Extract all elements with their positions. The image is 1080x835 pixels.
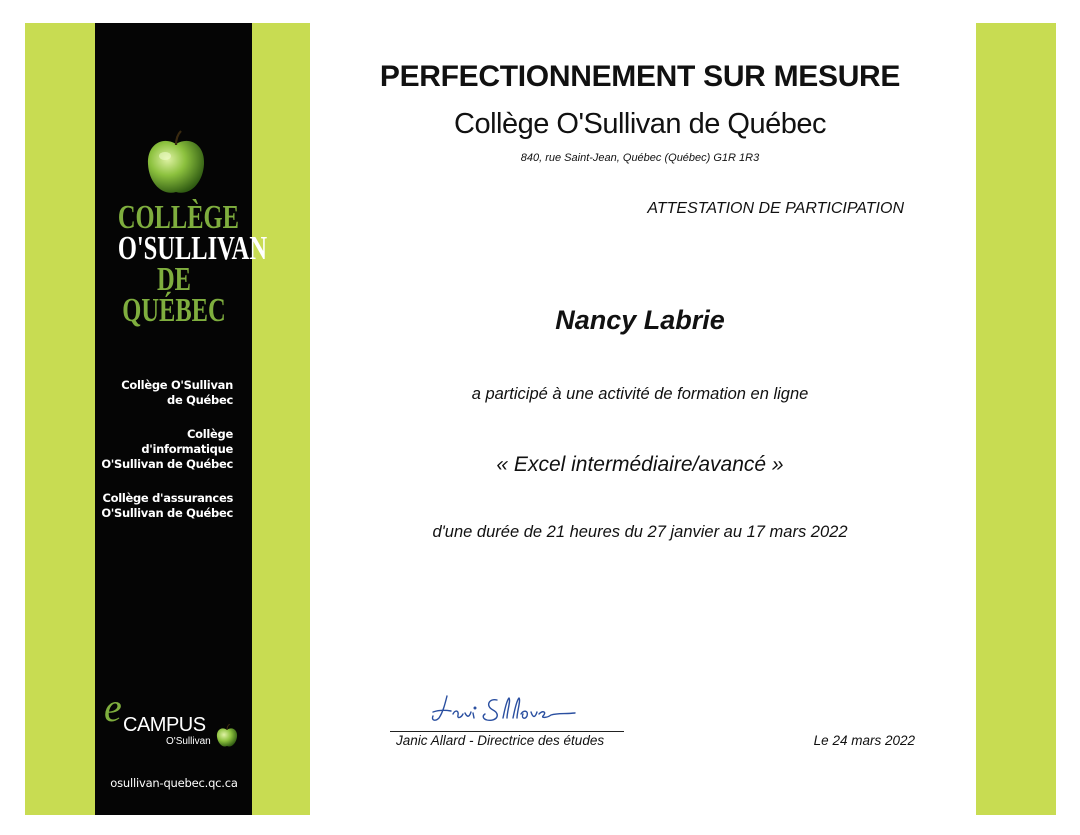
college-name: Collège O'Sullivan de Québec — [454, 108, 826, 140]
college-list-item: Collège d'assurances O'Sullivan de Québec — [101, 491, 233, 520]
course-title: « Excel intermédiaire/avancé » — [496, 453, 784, 476]
attestation-label: ATTESTATION DE PARTICIPATION — [647, 200, 904, 217]
logo-line-3: DE QUÉBEC — [122, 261, 226, 329]
college-list-item: Collège O'Sullivan de Québec — [121, 378, 233, 407]
handwritten-signature — [425, 688, 585, 728]
apple-logo-icon — [145, 130, 207, 196]
ecampus-campus-text: CAMPUS — [123, 714, 206, 736]
signature-line — [390, 731, 624, 732]
participation-text: a participé à une activité de formation en ligne — [471, 385, 809, 403]
ecampus-e-letter: e — [104, 685, 122, 730]
ecampus-osullivan-text: O'Sullivan — [166, 736, 211, 747]
logo-line-1: COLLÈGE — [117, 199, 239, 236]
recipient-name: Nancy Labrie — [555, 305, 725, 335]
issue-date: Le 24 mars 2022 — [813, 733, 915, 748]
college-list-item: Collège d'informatique O'Sullivan de Québec — [101, 427, 233, 471]
college-list — [100, 378, 233, 540]
right-green-border — [976, 23, 1056, 815]
signer-name: Janic Allard - Directrice des études — [396, 733, 605, 748]
website-link[interactable]: osullivan-quebec.qc.ca — [110, 776, 238, 790]
ecampus-logo — [104, 685, 244, 750]
mini-apple-icon — [216, 724, 238, 748]
college-address: 840, rue Saint-Jean, Québec (Québec) G1R 1R3 — [520, 152, 760, 164]
college-wordmark — [117, 199, 268, 329]
course-duration: d'une durée de 21 heures du 27 janvier au 17 mars 2022 — [432, 523, 848, 541]
logo-line-2: O'SULLIVAN — [117, 230, 268, 267]
certificate-title: PERFECTIONNEMENT SUR MESURE — [379, 60, 901, 93]
